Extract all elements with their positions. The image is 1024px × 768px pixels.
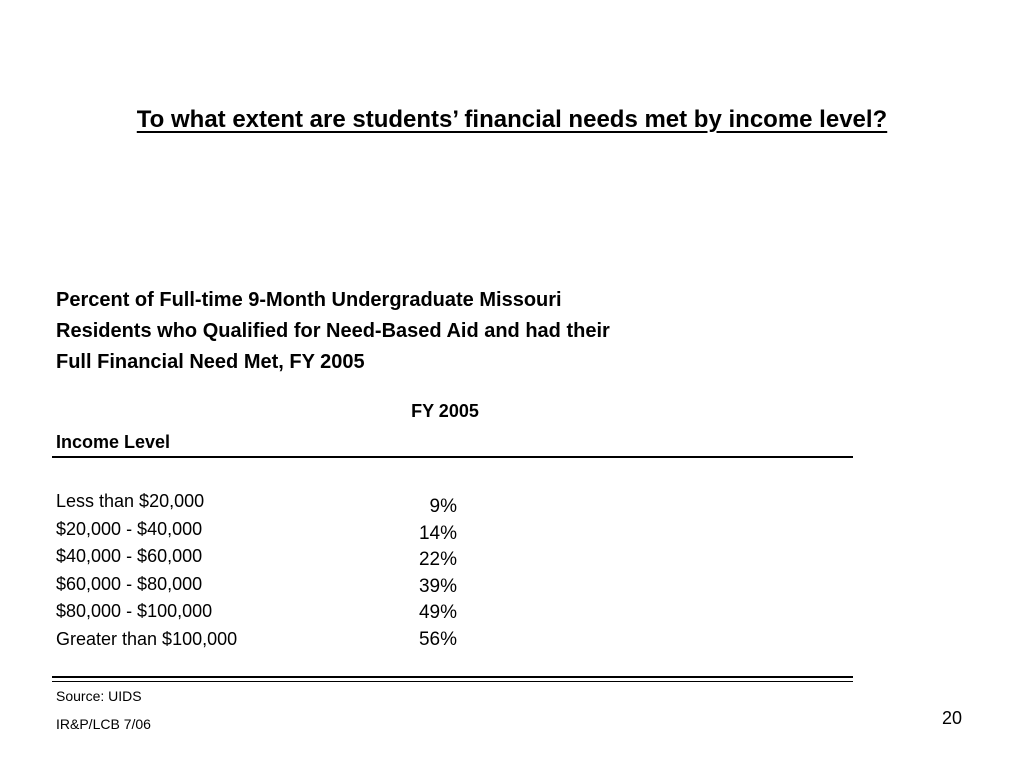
income-level-cell: $20,000 - $40,000: [56, 518, 203, 539]
table-top-rule: [52, 456, 853, 458]
fy2005-value-column: [380, 494, 457, 654]
income-level-column: [56, 488, 237, 654]
income-level-cell: Less than $20,000: [56, 491, 205, 511]
income-level-cell: $80,000 - $100,000: [56, 601, 213, 622]
caption-line: Percent of Full-time 9-Month Undergraduate Missouri: [56, 289, 562, 311]
fy2005-value-cell: 14%: [418, 522, 457, 544]
fy2005-value-cell: 22%: [418, 549, 457, 571]
fy2005-value-cell: 49%: [418, 602, 457, 624]
column-header-fy2005: FY 2005: [411, 401, 479, 421]
fy2005-value-cell: 39%: [418, 575, 457, 597]
source-note: Source: UIDS: [56, 688, 142, 704]
caption-line: Residents who Qualified for Need-Based Aid and had their: [56, 320, 610, 342]
caption-line: Full Financial Need Met, FY 2005: [56, 351, 365, 373]
table-caption: [56, 285, 776, 378]
income-level-cell: $40,000 - $60,000: [56, 546, 203, 567]
page-number: 20: [941, 708, 962, 728]
fy2005-value-cell: 9%: [429, 496, 457, 517]
income-level-cell: $60,000 - $80,000: [56, 573, 203, 594]
footer-id: IR&P/LCB 7/06: [56, 716, 151, 732]
row-header-income-level: Income Level: [56, 432, 171, 452]
table-bottom-rule: [52, 676, 853, 682]
slide-title: To what extent are students’ financial needs met by income level?: [136, 106, 888, 133]
fy2005-value-cell: 56%: [418, 628, 457, 650]
income-level-cell: Greater than $100,000: [56, 628, 238, 649]
